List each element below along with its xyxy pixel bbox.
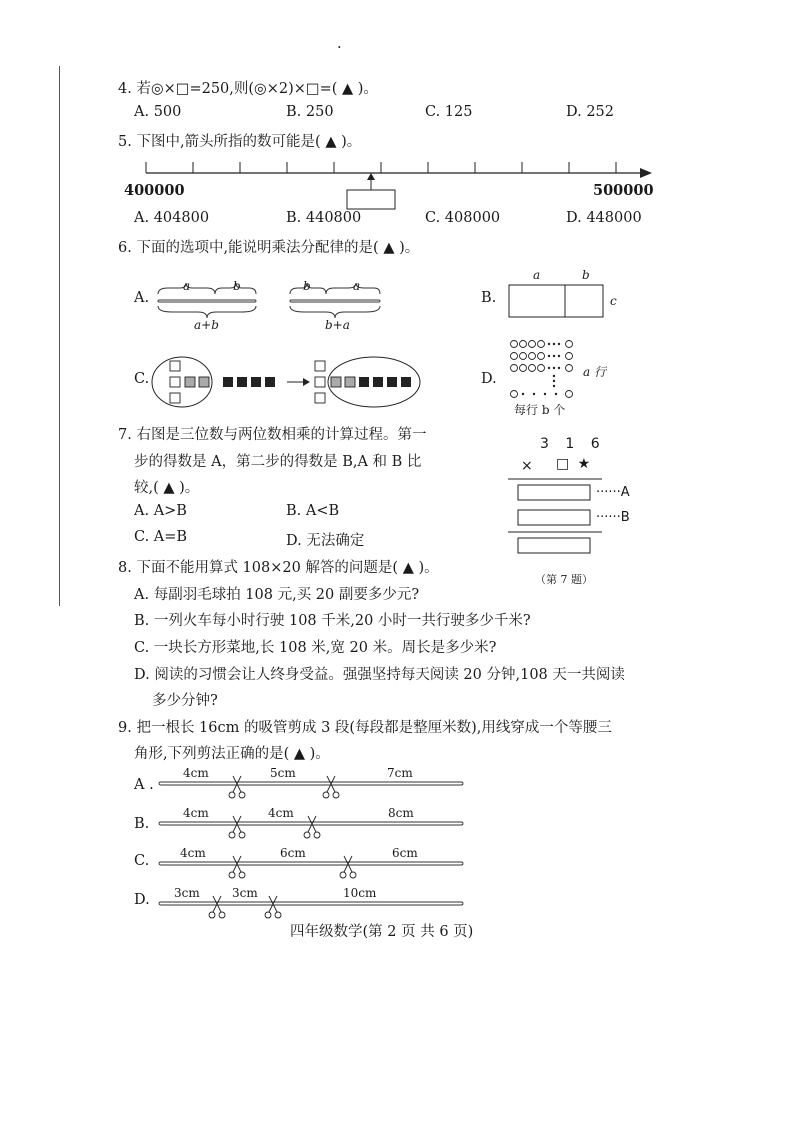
scissors-icon: [229, 856, 245, 878]
q7-fig-multiplicand: 3 1 6: [540, 436, 606, 452]
q6-label-c: C.: [134, 371, 150, 387]
q9-stem-line2: 角形,下列剪法正确的是( ▲ )。: [134, 746, 330, 762]
q9-row-c-seg-1: 4cm: [180, 846, 206, 860]
q9-row-b-straw: [158, 814, 468, 842]
q9-row-a-seg-3: 7cm: [387, 766, 413, 780]
q9-stem-line1: 9. 把一根长 16cm 的吸管剪成 3 段(每段都是整厘米数),用线穿成一个等腰三: [118, 720, 612, 736]
q6d-cols-label: 每行 b 个: [514, 403, 566, 417]
q7-option-a: A. A>B: [134, 503, 187, 519]
q9-row-a-label: A .: [134, 777, 154, 793]
q7-calculation-figure: [506, 474, 606, 558]
q6a-sum-label-2: b+a: [325, 318, 350, 332]
q4-option-c: C. 125: [425, 104, 473, 120]
q5-option-a: A. 404800: [134, 210, 210, 226]
q6-label-d: D.: [481, 371, 497, 387]
q8-option-b: B. 一列火车每小时行驶 108 千米,20 小时一共行驶多少千米?: [134, 613, 531, 629]
q8-stem: 8. 下面不能用算式 108×20 解答的问题是( ▲ )。: [118, 560, 439, 576]
q9-row-d-seg-3: 10cm: [343, 886, 377, 900]
q9-row-d-straw: [158, 894, 468, 922]
scissors-icon: [304, 816, 320, 838]
q7-stem-line3: 较,( ▲ )。: [134, 480, 200, 496]
q4-option-b: B. 250: [286, 104, 334, 120]
q6b-label-c: c: [610, 294, 617, 308]
q9-row-d-seg-2: 3cm: [232, 886, 258, 900]
q5-option-c: C. 408000: [425, 210, 501, 226]
q9-row-a-seg-2: 5cm: [270, 766, 296, 780]
q7-stem-line2: 步的得数是 A，第二步的得数是 B,A 和 B 比: [134, 454, 422, 470]
q7-fig-label-a: ······A: [596, 485, 630, 500]
q9-row-a-seg-1: 4cm: [183, 766, 209, 780]
q9-row-c-seg-3: 6cm: [392, 846, 418, 860]
q7-fig-caption: （第 7 题）: [535, 573, 593, 586]
q7-fig-multiplier: □ ★: [556, 456, 593, 472]
q9-row-d-seg-1: 3cm: [174, 886, 200, 900]
scissors-icon: [265, 896, 281, 918]
q9-row-b-seg-1: 4cm: [183, 806, 209, 820]
q6-stem: 6. 下面的选项中,能说明乘法分配律的是( ▲ )。: [118, 240, 420, 256]
scissors-icon: [229, 776, 245, 798]
q6b-label-b: b: [582, 268, 590, 282]
q9-row-a-straw: [158, 774, 468, 802]
q6a-label-a2: a: [353, 279, 361, 293]
q6a-label-a1: a: [183, 279, 191, 293]
q6b-label-a: a: [533, 268, 541, 282]
q8-option-d: D. 阅读的习惯会让人终身受益。强强坚持每天阅读 20 分钟,108 天一共阅读: [134, 667, 625, 683]
q6-label-a: A.: [134, 290, 150, 306]
q8-option-c: C. 一块长方形菜地,长 108 米,宽 20 米。周长是多少米?: [134, 640, 497, 656]
q6-option-c-figure: [150, 352, 430, 410]
q5-number-line: [120, 152, 660, 214]
page-footer: 四年级数学(第 2 页 共 6 页): [290, 924, 474, 940]
scissors-icon: [340, 856, 356, 878]
scissors-icon: [323, 776, 339, 798]
q4-option-d: D. 252: [566, 104, 615, 120]
q7-fig-times: ×: [521, 458, 533, 474]
q4-stem: 4. 若◎×□=250,则(◎×2)×□=( ▲ )。: [118, 81, 378, 97]
q5-option-b: B. 440800: [286, 210, 362, 226]
q6a-sum-label-1: a+b: [194, 318, 219, 332]
q5-option-d: D. 448000: [566, 210, 642, 226]
scissors-icon: [229, 816, 245, 838]
q5-stem: 5. 下图中,箭头所指的数可能是( ▲ )。: [118, 134, 362, 150]
q7-option-b: B. A<B: [286, 503, 340, 519]
scissors-icon: [209, 896, 225, 918]
q6-option-d-figure: [508, 338, 580, 400]
q6-label-b: B.: [481, 290, 497, 306]
top-dot: .: [337, 36, 342, 52]
q9-row-c-seg-2: 6cm: [280, 846, 306, 860]
axis-end-label: 500000: [593, 182, 654, 199]
q6d-rows-label: a 行: [583, 365, 606, 379]
left-margin-line: [59, 66, 60, 606]
q4-option-a: A. 500: [134, 104, 182, 120]
q9-row-b-seg-2: 4cm: [268, 806, 294, 820]
q6a-label-b2: b: [303, 279, 311, 293]
q6-option-b-figure: [508, 284, 608, 320]
q7-option-d: D. 无法确定: [286, 533, 365, 549]
q8-option-a: A. 每副羽毛球拍 108 元,买 20 副要多少元?: [134, 587, 420, 603]
q9-row-c-straw: [158, 854, 468, 882]
q7-fig-label-b: ······B: [596, 510, 630, 525]
q9-row-d-label: D.: [134, 892, 150, 908]
q7-option-c: C. A=B: [134, 529, 188, 545]
q8-option-d-continued: 多少分钟?: [152, 693, 218, 709]
q9-row-b-seg-3: 8cm: [388, 806, 414, 820]
q6a-label-b1: b: [233, 279, 241, 293]
axis-start-label: 400000: [124, 182, 185, 199]
q7-stem-line1: 7. 右图是三位数与两位数相乘的计算过程。第一: [118, 427, 427, 443]
q9-row-c-label: C.: [134, 853, 150, 869]
answer-box: [347, 190, 395, 209]
q9-row-b-label: B.: [134, 816, 150, 832]
